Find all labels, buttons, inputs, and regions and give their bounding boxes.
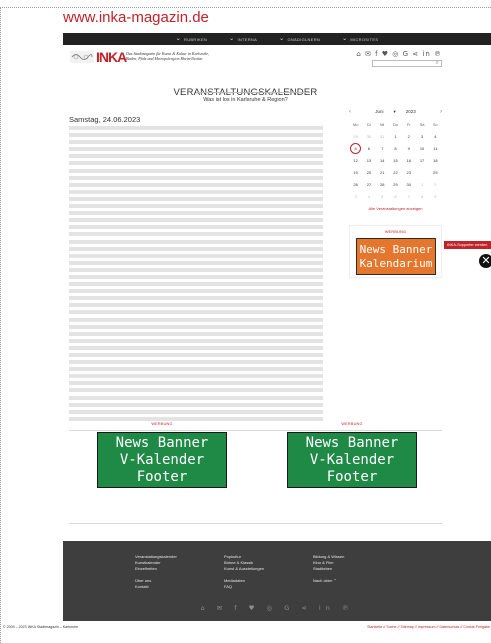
footer-link[interactable]: Veranstaltungskalender [135, 554, 177, 559]
calendar-day-number: 20 [366, 169, 372, 175]
event-row[interactable] [69, 289, 323, 293]
event-row[interactable] [69, 204, 323, 208]
footer-column-3 [313, 554, 344, 584]
event-row[interactable] [69, 147, 323, 151]
selected-date-heading: Samstag, 24.06.2023 [69, 115, 141, 124]
year-select[interactable]: 2023 [405, 109, 416, 114]
footer-link[interactable]: Stadtleben [313, 566, 333, 571]
weekday-label: Mo [352, 121, 359, 127]
news-banner-footer[interactable] [287, 432, 417, 488]
calendar-day-number: 7 [381, 145, 384, 151]
calendar-day-number: 3 [420, 133, 424, 139]
header-social-icons[interactable]: ⌂ ✉ f ♥ ◎ G ⋖ in ℗ [356, 50, 442, 58]
search-input[interactable] [372, 60, 442, 67]
calendar-day-number: 11 [433, 145, 438, 151]
event-row[interactable] [69, 261, 323, 265]
event-row[interactable] [69, 303, 323, 307]
ad-label: WERBUNG [384, 230, 407, 234]
calendar-day-number: 2 [407, 133, 410, 139]
event-row[interactable] [69, 225, 323, 229]
event-row[interactable] [69, 374, 323, 378]
calendar-day-number: 30 [366, 133, 372, 139]
calendar-day-number: 31 [379, 133, 385, 139]
footer-link[interactable]: Einzelheiten [135, 566, 157, 571]
calendar-day[interactable] [415, 144, 428, 152]
calendar-day[interactable] [349, 132, 362, 140]
ad-line-3: Footer [136, 468, 188, 485]
event-row[interactable] [69, 360, 323, 364]
event-row[interactable] [69, 133, 323, 137]
calendar-day[interactable] [415, 192, 428, 200]
calendar-day[interactable] [429, 144, 442, 152]
calendar-day[interactable] [415, 168, 428, 176]
calendar-grid [349, 120, 442, 200]
prev-month-icon[interactable]: ‹ [349, 109, 351, 115]
calendar-day-number: 1 [420, 181, 424, 187]
calendar-day[interactable] [389, 180, 402, 188]
calendar-day-number: 4 [367, 193, 371, 199]
calendar-day[interactable] [376, 132, 389, 140]
calendar-day-number: 9 [407, 145, 410, 151]
calendar-day-number: 17 [419, 157, 425, 163]
event-row[interactable] [69, 232, 323, 236]
calendar-day[interactable] [429, 156, 442, 164]
calendar-day-number: 6 [367, 145, 371, 151]
calendar-day[interactable] [389, 132, 402, 140]
footer-link[interactable]: Kontakt [135, 584, 149, 589]
calendar-day-number: 13 [366, 157, 372, 163]
weekday-label: So [432, 121, 438, 127]
calendar-day-number: 27 [366, 181, 372, 187]
footer-ad-left[interactable] [97, 422, 227, 488]
event-row[interactable] [69, 403, 323, 407]
calendar-day[interactable] [429, 132, 442, 140]
footer-social-icons[interactable]: ⌂ ✉ f ♥ ◎ G ⋖ in ℗ [200, 604, 354, 612]
calendar-day-number: 9 [434, 193, 437, 199]
sidebar-ad[interactable] [349, 225, 442, 278]
footer-link[interactable]: Bildung & Wissen [313, 554, 345, 559]
event-row[interactable] [69, 381, 323, 385]
page-subtitle: Was ist los in Karlsruhe & Region? [203, 97, 288, 103]
footer-link[interactable]: Über uns [135, 578, 152, 583]
calendar-day-number: 1 [394, 133, 397, 139]
footer-link[interactable]: FAQ [224, 584, 233, 589]
footer-link[interactable]: Popkultur [224, 554, 241, 559]
calendar-day-number: 14 [379, 157, 385, 163]
event-row[interactable] [69, 140, 323, 144]
event-row[interactable] [69, 176, 323, 180]
chevron-down-icon: ⌄ [342, 36, 348, 42]
calendar-day[interactable] [362, 132, 375, 140]
calendar-day-number: 18 [433, 157, 438, 163]
search-icon[interactable]: ⌕ [435, 59, 439, 66]
calendar-day-number: 12 [353, 157, 358, 163]
tagline-line-2: Baden, Pfalz und Metropolregion Rhein-Neckar [126, 56, 203, 61]
calendar-day-number: 28 [379, 181, 385, 187]
close-icon[interactable]: ✕ [479, 254, 491, 268]
footer-link[interactable]: Kunstkalender [135, 560, 161, 565]
ad-line-1: News Banner [305, 434, 399, 451]
calendar-day[interactable] [402, 180, 415, 188]
page-title: VERANSTALTUNGSKALENDER [173, 87, 318, 98]
weekday-label: Di [367, 121, 371, 127]
calendar-day-number: 29 [353, 133, 358, 139]
tagline-line-1: Das Stadtmagazin für Kunst & Kultur in Karlsruhe, [126, 51, 210, 56]
calendar-day-number: 25 [433, 169, 438, 175]
month-select[interactable]: Juni [375, 109, 384, 114]
weekday-label: Mi [380, 121, 385, 127]
calendar-day-number: 7 [407, 193, 410, 199]
calendar-day-number: 5 [354, 145, 357, 151]
weekday-label: Sa [419, 121, 425, 127]
site-logo[interactable]: INKA [96, 49, 127, 65]
ad-line-2: Kalendarium [359, 256, 433, 270]
calendar-day[interactable] [362, 180, 375, 188]
footer-link[interactable]: Kino & Film [313, 560, 334, 565]
weekday-label: Fr [406, 121, 411, 127]
chevron-down-icon: ⌄ [175, 36, 182, 42]
calendar-day[interactable] [389, 144, 402, 152]
calendar-day[interactable] [389, 156, 402, 164]
ad-label: WERBUNG [341, 422, 363, 426]
calendar-widget [349, 107, 442, 211]
footer-link[interactable]: Bühne & Klassik [224, 560, 254, 565]
calendar-day[interactable] [389, 192, 402, 200]
calendar-day[interactable] [402, 132, 415, 140]
chevron-down-icon: ⌄ [229, 36, 235, 42]
calendar-day-number: 5 [381, 193, 384, 199]
calendar-day[interactable] [415, 132, 428, 140]
event-row[interactable] [69, 353, 323, 357]
calendar-day[interactable] [376, 192, 389, 200]
chevron-down-icon: ⌄ [279, 36, 285, 42]
calendar-day[interactable] [362, 156, 375, 164]
nav-item-microsites[interactable] [342, 36, 378, 42]
copyright: © 2009 – 2023 INKA Stadtmagazin – Karlsruhe [3, 625, 79, 629]
ad-line-1: News Banner [115, 434, 209, 451]
calendar-day-number: 24 [419, 169, 425, 175]
top-navigation [63, 33, 491, 45]
event-row[interactable] [69, 126, 323, 130]
nav-item-extra[interactable] [279, 36, 320, 42]
event-list [69, 126, 323, 424]
event-row[interactable] [69, 218, 323, 222]
calendar-day-number: 4 [434, 133, 437, 139]
calendar-day-number: 15 [393, 157, 398, 163]
calendar-day-number: 10 [419, 145, 425, 151]
event-row[interactable] [69, 197, 323, 201]
dotted-border-top [0, 7, 491, 8]
calendar-day[interactable] [349, 144, 362, 152]
calendar-day[interactable] [362, 144, 375, 152]
calendar-day[interactable] [349, 192, 362, 200]
ad-line-3: Footer [326, 468, 378, 485]
calendar-day-number: 16 [406, 157, 411, 163]
calendar-day-number: 22 [393, 169, 398, 175]
calendar-day-number: 2 [434, 181, 437, 187]
event-row[interactable] [69, 268, 323, 272]
nav-item-label: GNÄDIGLNERN [287, 36, 321, 42]
month-dropdown-icon[interactable]: ▾ [393, 109, 396, 114]
event-row[interactable] [69, 254, 323, 258]
news-banner-footer[interactable] [97, 432, 227, 488]
event-row[interactable] [69, 275, 323, 279]
calendar-day[interactable] [415, 156, 428, 164]
calendar-day-number: 8 [394, 145, 397, 151]
calendar-day[interactable] [402, 168, 415, 176]
site-url[interactable]: www.inka-magazin.de [63, 9, 209, 26]
event-row[interactable] [69, 247, 323, 251]
calendar-day-number: 23 [406, 169, 411, 175]
ad-line-1: News Banner [359, 242, 433, 256]
event-row[interactable] [69, 161, 323, 165]
logo-tagline [126, 51, 246, 61]
calendar-day[interactable] [362, 168, 375, 176]
event-row[interactable] [69, 169, 323, 173]
event-row[interactable] [69, 339, 323, 343]
event-row[interactable] [69, 154, 323, 158]
footer-column-2 [224, 554, 264, 590]
legal-links[interactable]: Startseite // Suche // Sitemap // Impressum // Datenschutz // Cookie-Freigabe [367, 625, 490, 629]
calendar-day[interactable] [376, 168, 389, 176]
calendar-day[interactable] [376, 180, 389, 188]
calendar-day[interactable] [429, 168, 442, 176]
calendar-day-number: 29 [393, 181, 398, 187]
event-row[interactable] [69, 325, 323, 329]
event-row[interactable] [69, 410, 323, 414]
calendar-day-number: 19 [353, 169, 358, 175]
footer-ad-right[interactable] [287, 422, 417, 488]
ad-line-2: V-Kalender [309, 451, 395, 468]
next-month-icon[interactable]: › [439, 109, 442, 115]
calendar-day-number: 21 [379, 169, 385, 175]
back-to-top-link[interactable]: Nach oben ⌃ [313, 578, 337, 583]
event-row[interactable] [69, 183, 323, 187]
event-row[interactable] [69, 388, 323, 392]
footer-column-1 [135, 554, 177, 590]
event-row[interactable] [69, 211, 323, 215]
calendar-day[interactable] [402, 156, 415, 164]
logo-ornament-icon [70, 51, 94, 63]
calendar-day[interactable] [362, 192, 375, 200]
weekday-label: Do [392, 121, 399, 127]
calendar-day[interactable] [376, 144, 389, 152]
calendar-day[interactable] [349, 168, 362, 176]
nav-item-label: INTERNA [237, 36, 258, 42]
calendar-day[interactable] [349, 180, 362, 188]
event-row[interactable] [69, 396, 323, 400]
calendar-day[interactable] [429, 180, 442, 188]
header-logo-row [70, 50, 442, 68]
ad-line-2: V-Kalender [119, 451, 205, 468]
calendar-day-number: 8 [420, 193, 424, 199]
event-row[interactable] [69, 318, 323, 322]
month-year-select[interactable] [375, 109, 416, 115]
nav-item-label: MICROSITES [350, 36, 379, 42]
event-row[interactable] [69, 367, 323, 371]
event-row[interactable] [69, 346, 323, 350]
event-row[interactable] [69, 332, 323, 336]
calendar-day[interactable] [402, 144, 415, 152]
divider [69, 523, 442, 524]
title-divider [196, 92, 310, 93]
calendar-day[interactable] [429, 192, 442, 200]
footer-link[interactable]: Kunst & Ausstellungen [224, 566, 265, 571]
event-row[interactable] [69, 190, 323, 194]
nav-item-interna[interactable] [229, 36, 257, 42]
event-row[interactable] [69, 417, 323, 421]
calendar-day[interactable] [349, 156, 362, 164]
site-footer [63, 541, 491, 621]
calendar-day[interactable] [376, 156, 389, 164]
supporter-button[interactable]: INKA-Supporter werden [444, 241, 491, 249]
event-row[interactable] [69, 240, 323, 244]
news-banner-kalendarium[interactable] [356, 238, 436, 275]
calendar-nav [349, 107, 442, 117]
calendar-day[interactable] [389, 168, 402, 176]
ad-label: WERBUNG [151, 422, 173, 426]
event-row[interactable] [69, 310, 323, 314]
calendar-day-number: 26 [353, 181, 358, 187]
nav-item-label: RUBRIKEN [184, 36, 208, 42]
event-row[interactable] [69, 282, 323, 286]
calendar-day[interactable] [402, 192, 415, 200]
calendar-day-number: 30 [406, 181, 411, 187]
calendar-day-number: 3 [354, 193, 357, 199]
calendar-day-number: 6 [394, 193, 397, 199]
all-events-link[interactable]: Alle Veranstaltungen anzeigen [368, 206, 423, 211]
footer-link[interactable]: Mediadaten [224, 578, 245, 583]
calendar-day[interactable] [415, 180, 428, 188]
nav-item-rubriken[interactable] [176, 36, 207, 42]
event-row[interactable] [69, 296, 323, 300]
